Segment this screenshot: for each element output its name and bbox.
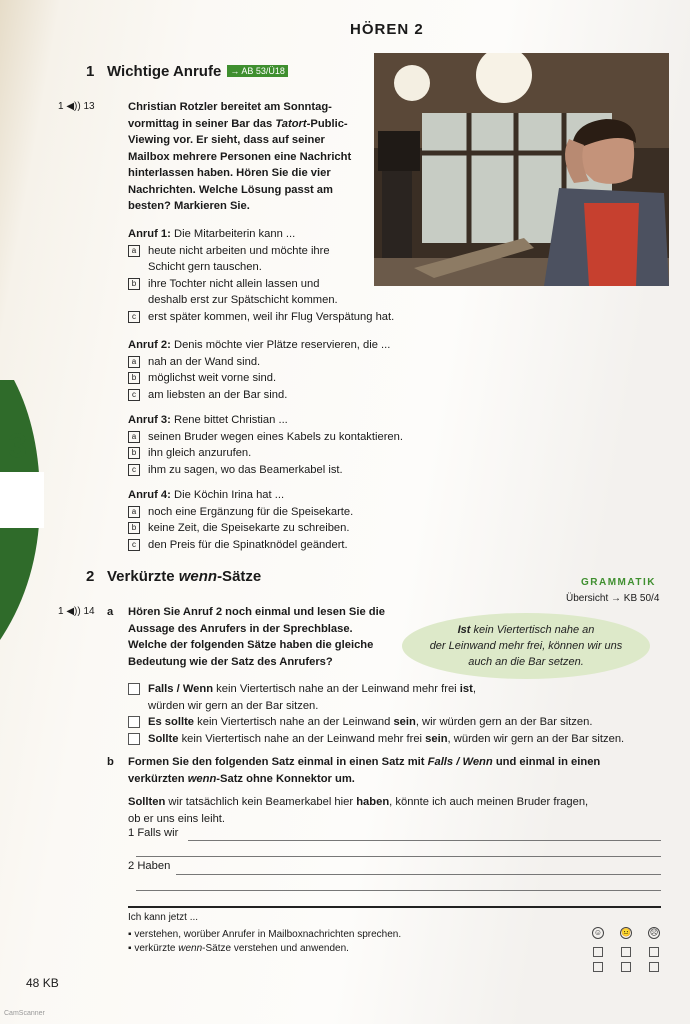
answer-line-1b[interactable] <box>136 856 661 857</box>
call-2 <box>128 337 448 403</box>
can-do-title: Ich kann jetzt ... <box>128 912 199 923</box>
example-sentence: Sollten wir tatsächlich kein Beamerkabel hier haben, könnte ich auch meinen Bruder fragen, ob er uns eins leiht. <box>128 796 589 825</box>
option-4a[interactable]: a noch eine Ergänzung für die Speisekarte. <box>128 504 448 521</box>
workbook-reference-tag[interactable]: → AB 53/Ü18 <box>227 65 288 77</box>
intro-line: Christian Rotzler bereitet am Sonntag- <box>128 101 332 113</box>
call-text: Denis möchte vier Plätze reservieren, die ... <box>174 339 391 351</box>
call-1 <box>128 226 448 325</box>
answer-line-2b[interactable] <box>136 890 661 891</box>
task-a-instruction: Hören Sie Anruf 2 noch einmal und lesen Sie die Aussage des Anrufers in der Sprechblase. Welche der folgenden Sätze haben die gleiche Bedeutung wie der Satz des Anrufers? <box>128 606 385 668</box>
intro-line: vormittag in seiner Bar das Tatort-Public- <box>128 117 348 130</box>
call-label: Anruf 1: <box>128 228 171 240</box>
divider <box>128 906 661 908</box>
intro-line: Mailbox mehrere Personen eine Nachricht <box>128 150 352 163</box>
task-b-instruction: Formen Sie den folgenden Satz einmal in einen Satz mit Falls / Wenn und einmal in einen verkürzten wenn-Satz ohne Konnektor um. <box>128 756 601 785</box>
choice-2[interactable]: Es sollte kein Viertertisch nahe an der Leinwand sein, wir würden gern an der Bar sitzen. <box>128 714 673 731</box>
rating-checkbox[interactable] <box>593 947 603 957</box>
section1-intro <box>128 99 373 215</box>
task-a-letter: a <box>107 606 114 618</box>
can-do-item: ▪ verstehen, worüber Anrufer in Mailboxnachrichten sprechen. <box>128 929 402 940</box>
answer-line-1[interactable] <box>188 840 661 841</box>
choice-list <box>128 681 673 747</box>
option-1c[interactable]: c erst später kommen, weil ihr Flug Verspätung hat. <box>128 309 448 326</box>
call-3 <box>128 412 448 478</box>
intro-line: Viewing vor. Er sieht, dass auf seiner <box>128 134 325 146</box>
rating-checkbox[interactable] <box>593 962 603 972</box>
option-3b[interactable]: b ihn gleich anzurufen. <box>128 445 448 462</box>
task-b-letter: b <box>107 756 114 768</box>
neutral-face-icon: 😐 <box>621 928 631 937</box>
overview-reference[interactable]: Übersicht → KB 50/4 <box>566 593 660 604</box>
call-4 <box>128 487 448 553</box>
option-1b[interactable]: b ihre Tochter nicht allein lassen und deshalb erst zur Spätschicht kommen. <box>128 276 448 309</box>
audio-track-14[interactable]: 1 ◀)) 14 <box>58 606 95 617</box>
answer-line-2[interactable] <box>176 874 661 875</box>
call-text: Die Mitarbeiterin kann ... <box>174 228 296 240</box>
rating-checkbox[interactable] <box>649 962 659 972</box>
page-title: HÖREN 2 <box>350 21 424 38</box>
option-2c[interactable]: c am liebsten an der Bar sind. <box>128 387 448 404</box>
option-2a[interactable]: a nah an der Wand sind. <box>128 354 448 371</box>
checkbox[interactable] <box>128 716 140 728</box>
checkbox[interactable] <box>128 683 140 695</box>
can-do-list <box>128 928 401 956</box>
option-1a[interactable]: a heute nicht arbeiten und möchte ihre Schicht gern tauschen. <box>128 243 448 276</box>
speech-bubble-text: Ist kein Viertertisch nahe an der Leinwand mehr frei, können wir uns auch an die Bar setzen. <box>429 624 623 668</box>
page-footer: 48 KB <box>26 976 59 990</box>
section1-heading <box>107 63 288 80</box>
section2-title: Verkürzte wenn-Sätze <box>107 568 262 585</box>
audio-track-13[interactable]: 1 ◀)) 13 <box>58 101 95 112</box>
call-label: Anruf 3: <box>128 414 171 426</box>
rating-checkbox[interactable] <box>621 947 631 957</box>
call-label: Anruf 2: <box>128 339 171 351</box>
chapter-tab <box>0 370 46 650</box>
section2-number: 2 <box>86 568 95 585</box>
intro-line: besten? Markieren Sie. <box>128 200 250 212</box>
option-4b[interactable]: b keine Zeit, die Speisekarte zu schreiben. <box>128 520 448 537</box>
rating-checkbox[interactable] <box>621 962 631 972</box>
option-3a[interactable]: a seinen Bruder wegen eines Kabels zu kontaktieren. <box>128 429 448 446</box>
option-2b[interactable]: b möglichst weit vorne sind. <box>128 370 448 387</box>
chapter-number: 3 <box>8 427 27 465</box>
section1-number: 1 <box>86 63 95 80</box>
sad-face-icon: ☹ <box>649 928 659 937</box>
scanner-watermark: CamScanner <box>4 1010 45 1017</box>
intro-line: hinterlassen haben. Hören Sie die vier <box>128 167 331 179</box>
choice-1[interactable]: Falls / Wenn kein Viertertisch nahe an der Leinwand mehr frei ist, würden wir gern an der Bar sitzen. <box>128 681 673 714</box>
can-do-item: ▪ verkürzte wenn-Sätze verstehen und anwenden. <box>128 943 349 954</box>
option-3c[interactable]: c ihm zu sagen, wo das Beamerkabel ist. <box>128 462 448 479</box>
happy-face-icon: ☺ <box>593 928 603 937</box>
option-4c[interactable]: c den Preis für die Spinatknödel geändert. <box>128 537 448 554</box>
rating-checkbox[interactable] <box>649 947 659 957</box>
fill-label-1: 1 Falls wir <box>128 827 179 839</box>
intro-line: Nachrichten. Welche Lösung passt am <box>128 183 333 196</box>
checkbox[interactable] <box>128 733 140 745</box>
choice-3[interactable]: Sollte kein Viertertisch nahe an der Leinwand mehr frei sein, würden wir gern an der Bar sitzen. <box>128 731 673 748</box>
call-label: Anruf 4: <box>128 489 171 501</box>
tatort-italic: Tatort <box>275 117 307 130</box>
call-text: Rene bittet Christian ... <box>174 414 288 426</box>
grammatik-label: GRAMMATIK <box>581 577 656 588</box>
call-text: Die Köchin Irina hat ... <box>174 489 285 501</box>
fill-label-2: 2 Haben <box>128 860 171 872</box>
section1-title: Wichtige Anrufe <box>107 63 222 80</box>
